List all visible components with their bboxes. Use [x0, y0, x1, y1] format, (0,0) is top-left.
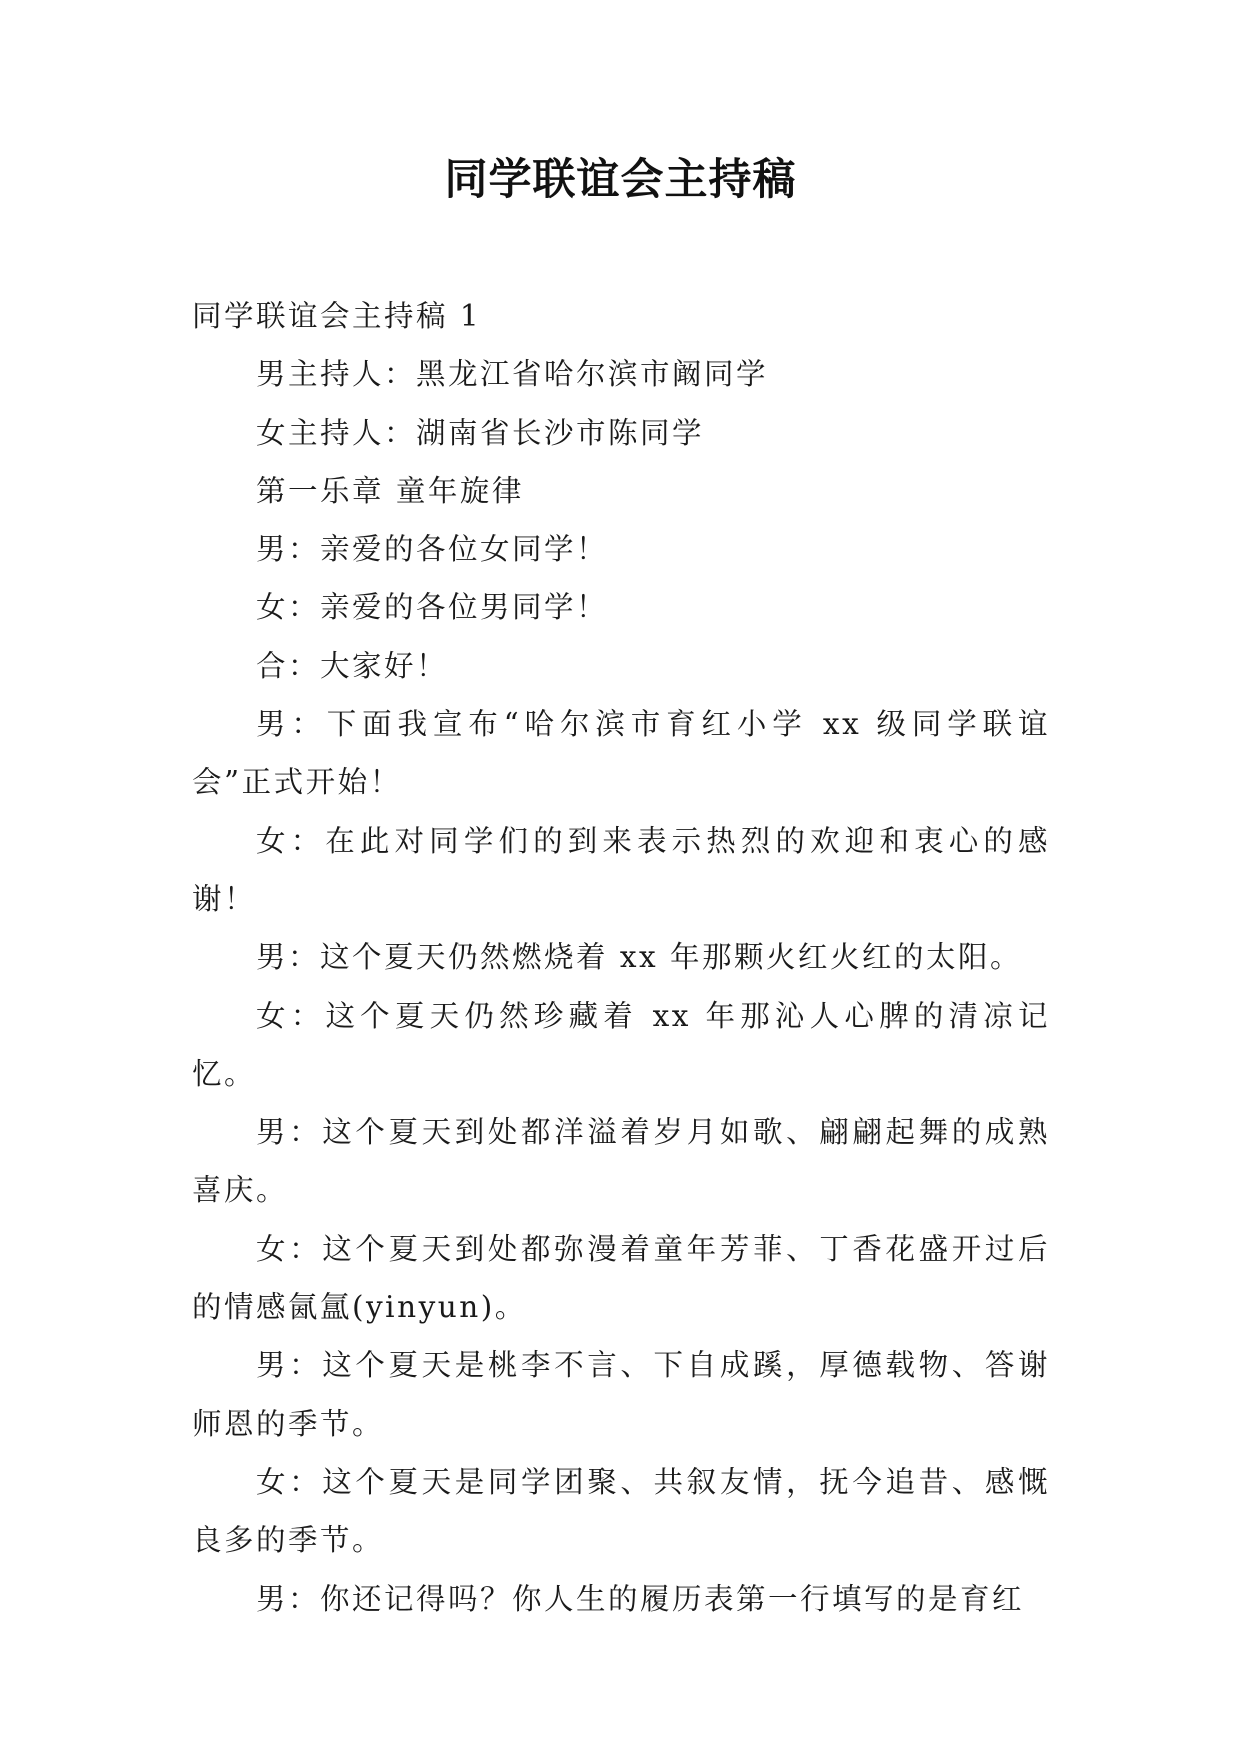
- paragraph: 男：这个夏天仍然燃烧着 xx 年那颗火红火红的太阳。: [256, 940, 1023, 975]
- paragraph: 男：这个夏天是桃李不言、下自成蹊，厚德载物、答谢师恩的季节。: [192, 1348, 1050, 1441]
- paragraph: 女主持人：湖南省长沙市陈同学: [256, 415, 705, 450]
- paragraph: 女：这个夏天仍然珍藏着 xx 年那沁人心脾的清凉记忆。: [192, 998, 1050, 1091]
- paragraph: 女：这个夏天是同学团聚、共叙友情，抚今追昔、感慨良多的季节。: [192, 1464, 1050, 1558]
- document-body: [192, 287, 1050, 1628]
- paragraph: 男：下面我宣布“哈尔滨市育红小学 xx 级同学联谊会”正式开始！: [192, 707, 1050, 800]
- paragraph: 男：亲爱的各位女同学！: [256, 532, 609, 567]
- paragraph: 男：这个夏天到处都洋溢着岁月如歌、翩翩起舞的成熟喜庆。: [192, 1115, 1050, 1208]
- document-title: 同学联谊会主持稿: [444, 155, 797, 205]
- paragraph: 女：这个夏天到处都弥漫着童年芳菲、丁香花盛开过后的情感氤氲(yinyun)。: [192, 1231, 1050, 1325]
- section-heading: 同学联谊会主持稿 1: [192, 299, 482, 333]
- paragraph: 男：你还记得吗？你人生的履历表第一行填写的是育红: [256, 1581, 1025, 1616]
- paragraph: 女：亲爱的各位男同学！: [256, 590, 609, 625]
- paragraph: 女：在此对同学们的到来表示热烈的欢迎和衷心的感谢！: [192, 823, 1050, 916]
- paragraph: 男主持人：黑龙江省哈尔滨市阚同学: [256, 357, 769, 392]
- paragraph: 第一乐章 童年旋律: [256, 473, 524, 508]
- paragraph: 合：大家好！: [256, 648, 449, 683]
